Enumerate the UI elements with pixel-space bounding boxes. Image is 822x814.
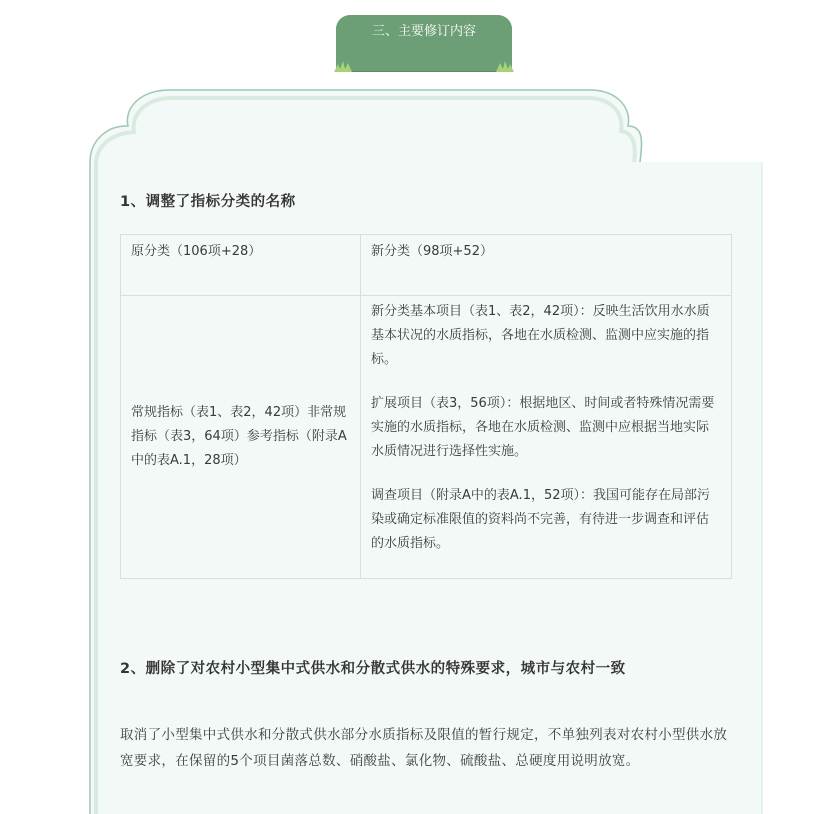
heading-adjust-indicator-names: 1、调整了指标分类的名称 xyxy=(120,194,296,210)
new-categories-cell xyxy=(361,296,732,579)
heading-remove-rural-requirements: 2、删除了对农村小型集中式供水和分散式供水的特殊要求，城市与农村一致 xyxy=(120,661,626,677)
section-title: 三、主要修订内容 xyxy=(371,24,476,39)
paragraph-rural-supply: 取消了小型集中式供水和分散式供水部分水质指标及限值的暂行规定，不单独列表对农村小型供水放宽要求，在保留的5个项目菌落总数、硝酸盐、氯化物、硫酸盐、总硬度用说明放宽。 xyxy=(120,727,728,769)
header-original-classification: 原分类（106项+28） xyxy=(121,235,361,296)
new-category-extended: 扩展项目（表3，56项）：根据地区、时间或者特殊情况需要实施的水质指标，各地在水质检测、监测中应根据当地实际水质情况进行选择性实施。 xyxy=(371,396,715,459)
new-category-basic: 新分类基本项目（表1、表2，42项）：反映生活饮用水水质基本状况的水质指标，各地在水质检测、监测中应实施的指标。 xyxy=(371,304,710,367)
header-new-classification: 新分类（98项+52） xyxy=(361,235,732,296)
table-row xyxy=(121,296,732,579)
new-category-survey: 调查项目（附录A中的表A.1，52项）：我国可能存在局部污染或确定标准限值的资料尚不完善，有待进一步调查和评估的水质指标。 xyxy=(371,488,711,551)
table-header-row xyxy=(121,235,732,296)
original-categories-text: 常规指标（表1、表2，42项）非常规指标（表3，64项）参考指标（附录A中的表A.1，28项） xyxy=(131,405,347,468)
classification-comparison-table xyxy=(120,234,732,579)
original-categories-cell xyxy=(121,296,361,579)
